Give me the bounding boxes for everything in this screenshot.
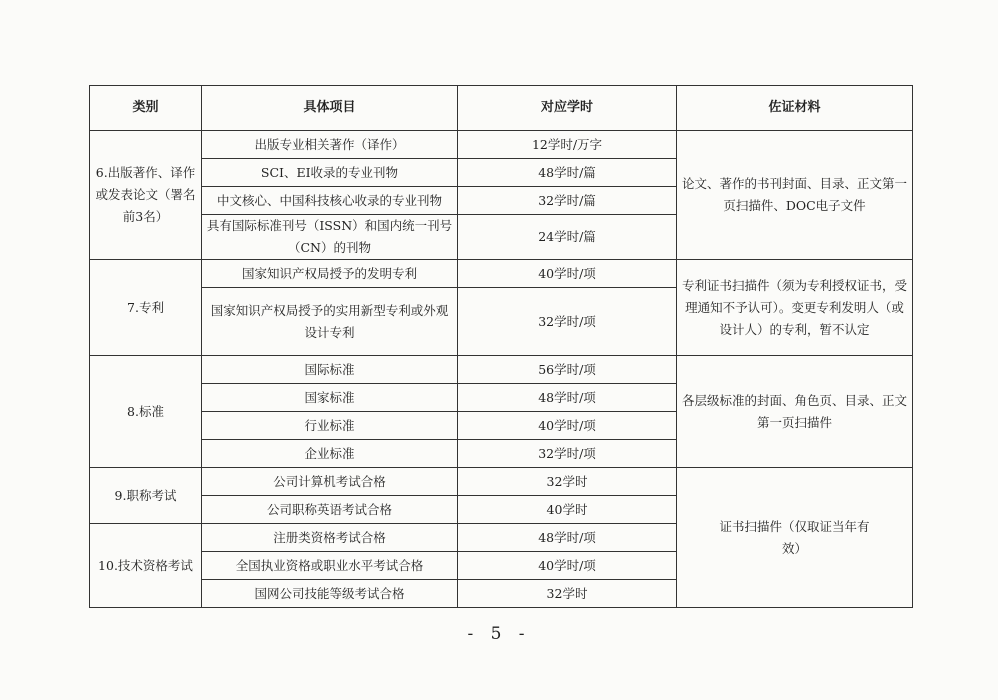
item-cell: 注册类资格考试合格	[202, 524, 458, 552]
category-cell: 10.技术资格考试	[90, 524, 202, 608]
header-item: 具体项目	[202, 86, 458, 131]
item-cell: 具有国际标准刊号（ISSN）和国内统一刊号（CN）的刊物	[202, 215, 458, 260]
hours-cell: 40学时/项	[458, 260, 677, 288]
hours-cell: 48学时/篇	[458, 159, 677, 187]
category-cell: 7.专利	[90, 260, 202, 356]
item-cell: 出版专业相关著作（译作）	[202, 131, 458, 159]
hours-cell: 32学时/篇	[458, 187, 677, 215]
table-row	[90, 356, 913, 384]
hours-cell: 24学时/篇	[458, 215, 677, 260]
hours-cell: 32学时/项	[458, 288, 677, 356]
table-row	[90, 131, 913, 159]
evidence-cell: 论文、著作的书刊封面、目录、正文第一页扫描件、DOC电子文件	[677, 131, 913, 260]
item-cell: 国际标准	[202, 356, 458, 384]
hours-cell: 40学时/项	[458, 412, 677, 440]
category-cell: 6.出版著作、译作或发表论文（署名前3名）	[90, 131, 202, 260]
hours-cell: 32学时/项	[458, 440, 677, 468]
evidence-cell: 专利证书扫描件（须为专利授权证书，受理通知不予认可）。变更专利发明人（或设计人）的专利，暂不认定	[677, 260, 913, 356]
item-cell: 国家知识产权局授予的实用新型专利或外观设计专利	[202, 288, 458, 356]
category-cell: 9.职称考试	[90, 468, 202, 524]
hours-cell: 40学时	[458, 496, 677, 524]
item-cell: 中文核心、中国科技核心收录的专业刊物	[202, 187, 458, 215]
header-hours: 对应学时	[458, 86, 677, 131]
item-cell: 国家标准	[202, 384, 458, 412]
header-row	[90, 86, 913, 131]
item-cell: 公司职称英语考试合格	[202, 496, 458, 524]
credit-hours-table	[89, 85, 913, 608]
page-number: - 5 -	[467, 624, 531, 644]
item-cell: 国家知识产权局授予的发明专利	[202, 260, 458, 288]
table-row	[90, 468, 913, 496]
item-cell: 行业标准	[202, 412, 458, 440]
hours-cell: 12学时/万字	[458, 131, 677, 159]
item-cell: SCI、EI收录的专业刊物	[202, 159, 458, 187]
hours-cell: 32学时	[458, 580, 677, 608]
item-cell: 企业标准	[202, 440, 458, 468]
hours-cell: 48学时/项	[458, 384, 677, 412]
hours-cell: 56学时/项	[458, 356, 677, 384]
category-cell: 8.标准	[90, 356, 202, 468]
item-cell: 公司计算机考试合格	[202, 468, 458, 496]
header-evidence: 佐证材料	[677, 86, 913, 131]
item-cell: 国网公司技能等级考试合格	[202, 580, 458, 608]
hours-cell: 32学时	[458, 468, 677, 496]
evidence-cell: 各层级标准的封面、角色页、目录、正文第一页扫描件	[677, 356, 913, 468]
header-category: 类别	[90, 86, 202, 131]
table-row	[90, 260, 913, 288]
hours-cell: 48学时/项	[458, 524, 677, 552]
hours-cell: 40学时/项	[458, 552, 677, 580]
shared-evidence-cell: 证书扫描件（仅取证当年有效）	[677, 468, 913, 608]
item-cell: 全国执业资格或职业水平考试合格	[202, 552, 458, 580]
